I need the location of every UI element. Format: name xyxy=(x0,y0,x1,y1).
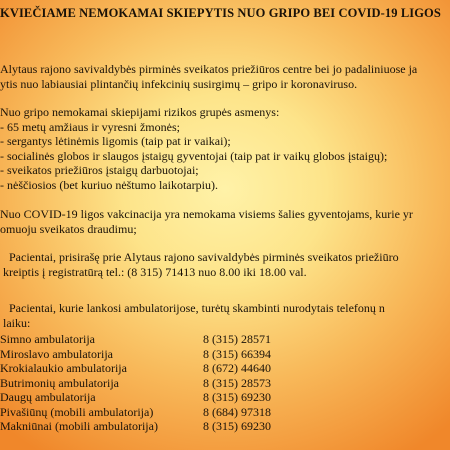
clinic-phone: 8 (315) 69230 xyxy=(203,390,271,404)
poster-title: KVIEČIAME NEMOKAMAI SKIEPYTIS NUO GRIPO BEI COVID-19 LIGOS xyxy=(0,6,441,20)
table-row xyxy=(0,390,271,405)
registration-line: Pacientai, prisirašę prie Alytaus rajono savivaldybės pirminės sveikatos priežiūro xyxy=(0,250,399,264)
table-row xyxy=(0,332,271,347)
intro-line: ytis nuo labiausiai plintančių infekcinių susirgimų – gripo ir koronaviruso. xyxy=(0,76,358,91)
clinic-phone: 8 (672) 44640 xyxy=(203,361,271,375)
intro-paragraph xyxy=(0,62,417,91)
clinic-phone: 8 (315) 69230 xyxy=(203,419,271,433)
risk-group-item: - 65 metų amžiaus ir vyresni žmonės; xyxy=(0,119,180,134)
covid-line: omuoju sveikatos draudimu; xyxy=(0,221,137,236)
table-row xyxy=(0,361,271,376)
table-row xyxy=(0,419,271,434)
clinic-phone: 8 (315) 28573 xyxy=(203,375,271,390)
outpatient-paragraph xyxy=(0,301,385,330)
risk-group-item: - nėščiosios (bet kuriuo nėštumo laikotarpiu). xyxy=(0,177,218,192)
risk-groups-list xyxy=(0,105,387,192)
covid-line: Nuo COVID-19 ligos vakcinacija yra nemokama visiems šalies gyventojams, kurie yr xyxy=(0,207,413,221)
clinic-name: Miroslavo ambulatorija xyxy=(0,346,113,361)
registration-paragraph xyxy=(0,250,399,279)
clinic-name: Krokialaukio ambulatorija xyxy=(0,361,127,375)
clinic-name: Makniūnai (mobili ambulatorija) xyxy=(0,419,158,433)
outpatient-line: Pacientai, kurie lankosi ambulatorijose, turėtų skambinti nurodytais telefonų n xyxy=(0,301,385,315)
table-row xyxy=(0,376,271,391)
table-row xyxy=(0,405,271,420)
risk-group-item: - sergantys lėtinėmis ligomis (taip pat ir vaikai); xyxy=(0,134,231,148)
covid-paragraph xyxy=(0,207,413,236)
clinic-name: Butrimonių ambulatorija xyxy=(0,375,119,390)
clinic-name: Pivašiūnų (mobili ambulatorija) xyxy=(0,404,154,419)
clinic-phone: 8 (684) 97318 xyxy=(203,404,271,419)
risk-group-item: - sveikatos priežiūros įstaigų darbuotojai; xyxy=(0,163,199,177)
risk-groups-heading: Nuo gripo nemokamai skiepijami rizikos grupės asmenys: xyxy=(0,105,280,119)
clinic-name: Simno ambulatorija xyxy=(0,332,95,346)
outpatient-line: laiku: xyxy=(0,315,31,330)
risk-group-item: - socialinės globos ir slaugos įstaigų gyventojai (taip pat ir vaikų globos įstaigų); xyxy=(0,148,388,163)
intro-line: Alytaus rajono savivaldybės pirminės sveikatos priežiūros centre bei jo padaliniuose ja xyxy=(0,62,418,76)
clinic-phone: 8 (315) 66394 xyxy=(203,346,271,361)
clinics-table xyxy=(0,332,271,434)
table-row xyxy=(0,347,271,362)
registration-line: kreiptis į registratūrą tel.: (8 315) 71413 nuo 8.00 iki 18.00 val. xyxy=(0,264,307,279)
clinic-phone: 8 (315) 28571 xyxy=(203,332,271,346)
clinic-name: Daugų ambulatorija xyxy=(0,390,96,404)
